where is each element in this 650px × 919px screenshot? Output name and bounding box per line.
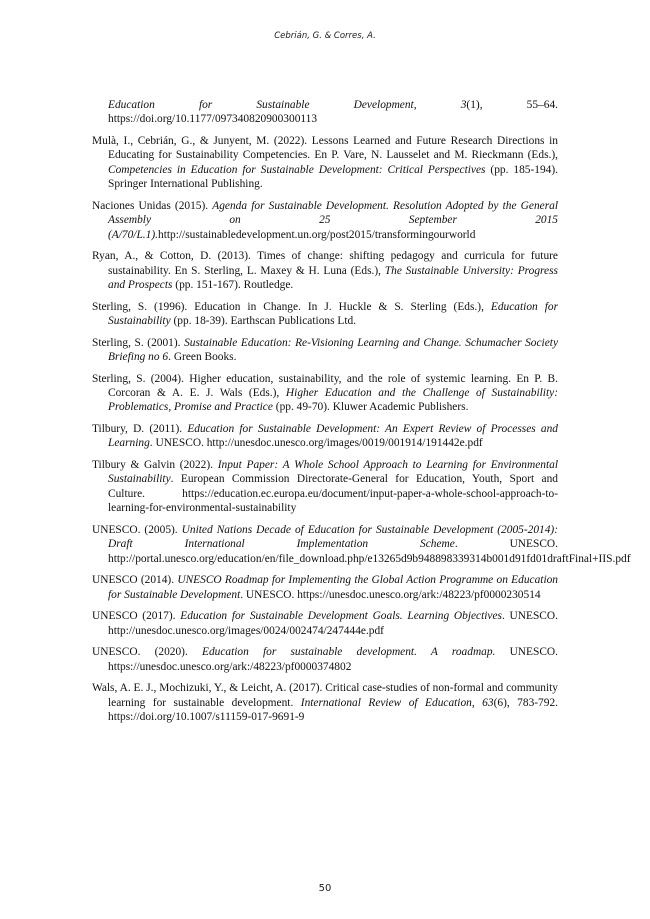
reference-title-text: Education for Sustainable Development, (108, 99, 461, 111)
reference-text: Sterling, S. (1996). Education in Change. In J. Huckle & S. Sterling (Eds.), (92, 300, 491, 313)
reference-text: Ryan, A., & Cotton, D. (2013). Times of change: shifting pedagogy and curricula for future sustainability. En S. Sterling, L. Maxey & H. Luna (Eds.), (92, 250, 558, 277)
reference-text: UNESCO. (2005). (92, 523, 182, 536)
reference-text: UNESCO (2017). (92, 610, 181, 623)
reference-title-text: Education for Sustainability (108, 300, 559, 328)
reference-title-text: The Sustainable University: Progress and Prospects (108, 264, 558, 292)
reference-title-text: Competencies in Education for Sustainable Development: Critical Perspectives (108, 163, 486, 176)
reference-title-text: Higher Education and the Challenge of Sustainability: Problematics, Promise and Practice (108, 387, 558, 414)
reference-entry-tilbury-galvin-2022 (92, 458, 558, 516)
reference-entry-wals-2017 (92, 681, 558, 724)
reference-title-text: Education for Sustainable Development Goals. Learning Objectives (180, 610, 502, 623)
reference-title-text: Education for sustainable development. A roadmap. (202, 646, 496, 659)
reference-entry-unesco-2017 (92, 609, 558, 638)
reference-text: Sterling, S. (2001). (92, 336, 185, 349)
reference-text: (1), 55–64. https://doi.org/10.1177/097340820900300113 (108, 99, 558, 126)
reference-text: (pp. 151-167). Routledge. (172, 279, 294, 292)
reference-entry-unesco-2014 (92, 573, 558, 602)
reference-text: UNESCO. https://unesdoc.unesco.org/ark:/48223/pf0000374802 (108, 646, 558, 673)
reference-text: Naciones Unidas (2015). (92, 199, 213, 212)
reference-text: Sterling, S. (2004). Higher education, sustainability, and the role of systemic learning. En P. B. Corcoran & A. E. J. Wals (Eds.), (92, 372, 558, 400)
reference-entry-sterling-2001 (92, 336, 558, 365)
reference-title-text: Education for Sustainable Development: An Expert Review of Processes and Learning (108, 423, 558, 450)
reference-title-text: International Review of Education, 63 (300, 696, 494, 709)
reference-text: (pp. 49-70). Kluwer Academic Publishers. (272, 401, 469, 414)
reference-entry-unesco-2020 (92, 645, 558, 674)
reference-text: Wals, A. E. J., Mochizuki, Y., & Leicht, A. (2017). Critical case-studies of non-formal and community learning for sustainable development. (92, 682, 558, 709)
reference-list (92, 98, 631, 732)
reference-entry-sterling-2004 (92, 372, 558, 415)
reference-text: UNESCO. (2020). (92, 646, 202, 659)
reference-entry-unesco-2005 (92, 523, 631, 566)
reference-title-text: UNESCO Roadmap for Implementing the Global Action Programme on Education for Sustainable Development (108, 574, 558, 601)
reference-text: . UNESCO. https://unesdoc.unesco.org/ark:/48223/pf0000230514 (240, 588, 541, 601)
reference-text: . UNESCO. http://unesdoc.unesco.org/images/0019/001914/191442e.pdf (149, 437, 483, 450)
page-number: 50 (318, 883, 332, 894)
reference-text: . European Commission Directorate-General for Education, Youth, Sport and Culture. https://education.ec.europa.eu/document/input-paper-a-whole-school-approach-to-learning-for-environmental-sustainability (108, 473, 558, 515)
reference-title-text: Sustainable Education: Re-Visioning Learning and Change. Schumacher Society Briefing no 6 (108, 336, 559, 364)
reference-text: Mulà, I., Cebrián, G., & Junyent, M. (2022). Lessons Learned and Future Research Directions in Educating for Sustainability Competencies. En P. Vare, N. Lausselet and M. Rieckmann (Eds.), (92, 135, 558, 162)
reference-entry-naciones-unidas-2015 (92, 199, 558, 242)
reference-entry-mula-2022 (92, 134, 558, 192)
reference-text: . UNESCO. http://unesdoc.unesco.org/images/0024/002474/247444e.pdf (108, 610, 558, 637)
reference-entry-tilbury-2011 (92, 422, 558, 451)
reference-text: . Green Books. (168, 351, 237, 364)
reference-text: (pp. 185-194). Springer International Publishing. (108, 163, 558, 191)
reference-entry-ref-continuation (92, 98, 558, 127)
reference-text: Tilbury, D. (2011). (92, 423, 188, 436)
reference-text: Tilbury & Galvin (2022). (92, 459, 218, 472)
reference-title-text: Agenda for Sustainable Development. Resolution Adopted by the General Assembly on 25 September 2015 (A/70/L.1). (108, 199, 558, 241)
reference-text: UNESCO (2014). (92, 574, 178, 587)
reference-text: (pp. 18-39). Earthscan Publications Ltd. (170, 315, 357, 328)
reference-title-text: Input Paper: A Whole School Approach to Learning for Environmental Sustainability (108, 459, 558, 486)
running-head: Cebrián, G. & Corres, A. (274, 31, 376, 41)
reference-title-text: United Nations Decade of Education for Sustainable Development (2005-2014): Draft International Implementation Scheme (108, 523, 558, 551)
reference-title-text: 3 (460, 99, 467, 111)
reference-text: (6), 783-792. https://doi.org/10.1007/s11159-017-9691-9 (108, 696, 558, 724)
reference-text: . UNESCO. http://portal.unesco.org/education/en/file_download.php/e13265d9b948898339314b001d91fd01draftFinal+IIS.pdf (108, 538, 631, 565)
reference-entry-ryan-cotton-2013 (92, 249, 558, 292)
reference-entry-sterling-1996 (92, 300, 558, 329)
reference-text: http://sustainabledevelopment.un.org/post2015/transformingourworld (158, 228, 476, 241)
